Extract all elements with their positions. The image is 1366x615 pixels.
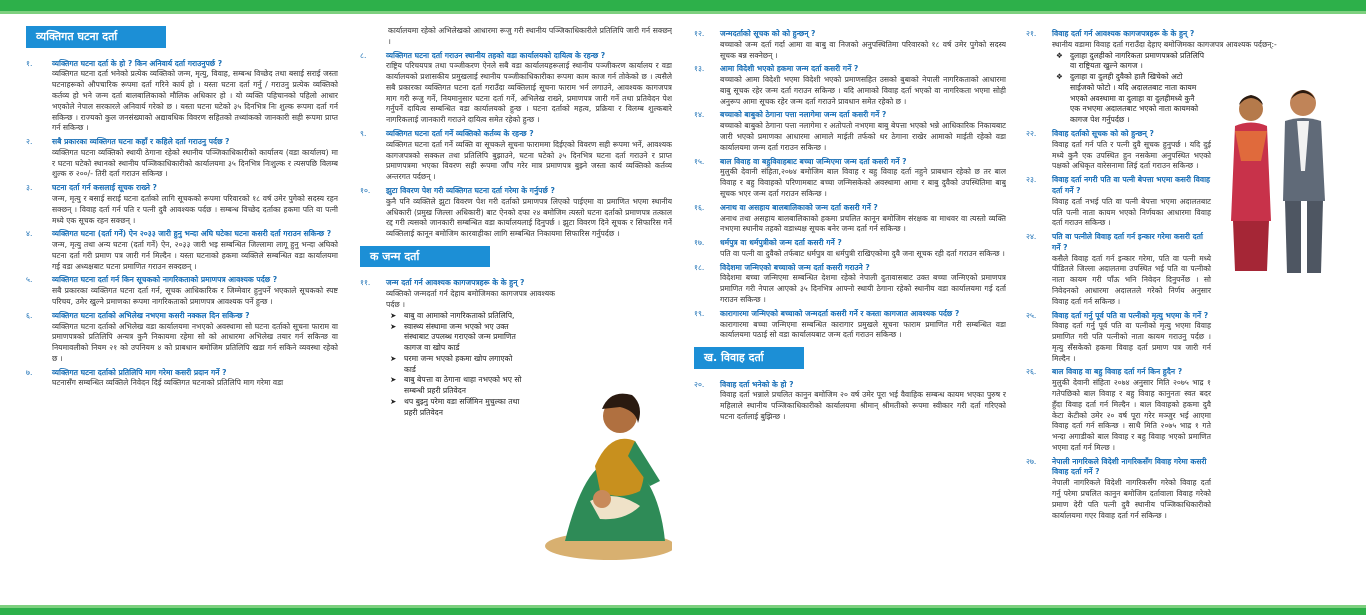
answer-text: कुनै पनि व्यक्तिले झुटा विवरण पेश गरी दर्ताको प्रमाणपत्र लिएको पाईएमा वा प्रमाणित भएमा स्थानीय अधिकारी (प्रमुख जिल्ला अधिकारी) बाट ऐनको दफा २४ बमोजिम त्यस्तो घटना दर्ताको प्रमाणपत्र तत्काल रद्द गरी त्यसको जानकारी सम्बन्धित वडा कार्यालयलाई दिनुपर्छ । झुटा विवरण दिने सूचक र सिफारिस गर्ने व्यक्तिलाई कानून बमोजिम कारवाहीका लागि सम्बन्धित निकायमा सिफारिस गर्नुपर्दछ । <box>386 196 672 239</box>
bullet-item <box>390 354 525 376</box>
faq-list <box>26 59 338 390</box>
faq-question <box>694 64 1006 75</box>
bullet-icon: ➤ <box>390 310 397 320</box>
question-number: २२. <box>1026 129 1037 139</box>
faq-question <box>26 59 338 70</box>
answer-text: पति वा पत्नी वा दुवैको तर्फबाट धर्मपुत्र वा धर्मपुत्री राखिएकोमा दुवै जना सूचक रही दर्ता गराउन सकिन्छ । <box>720 248 1005 258</box>
question-number: ३. <box>26 183 33 193</box>
question-text: बाल विवाह वा बहु विवाह दर्ता गर्न किन हुदैन ? <box>1052 367 1183 377</box>
question-number: १२. <box>694 29 705 38</box>
faq-question <box>1026 311 1211 322</box>
answer-text: मुलुकी देवानी संहिता,२०७४ बमोजिम बाल विवाह र बहु विवाह दर्ता नहुने प्राबधान रहेको छ तर बाल विवाह र बहु विवाहको परिणामबाट बच्चा जन्मिसकेको अवस्थामा आमा र बाबु दुवैको उपस्थितिमा बाबु सूचक भएर जन्म दर्ता गराउन सकिन्छ । <box>720 167 1006 198</box>
answer-text: अनाथ तथा असहाय बालबालिकाको हकमा प्रचलित कानून बमोजिम संरक्षक वा माथवर वा त्यस्तो व्यक्ति नभएमा स्थानीय तहको वडाध्यक्ष सूचक बनेर जन्म दर्ता गर्न सकिन्छ । <box>720 213 1006 234</box>
bullet-item <box>390 311 525 322</box>
faq-question <box>694 29 1006 40</box>
answer-text: सबै प्रकारका व्यक्तिगत घटना दर्ता गर्न, सूचक आधिकारिक र जिम्मेवार हुनुपर्ने भएकाले सूचकको स्पष्ट परिचय, उमेर खुल्ने प्रमाणका रूपमा नागरिकताको प्रमाणपत्र आवश्यक पर्ने हुन्छ । <box>52 286 338 307</box>
question-number: २७. <box>1026 456 1037 466</box>
question-text: व्यक्तिगत घटना दर्ता गर्न किन सूचकको नागरिकताको प्रमाणपत्र आवश्यक पर्दछ ? <box>52 275 278 285</box>
answer-text: राष्ट्रिय परिचयपत्र तथा पञ्जीकरण ऐनले सबै वडा कार्यालयहरूलाई स्थानीय पञ्जीकरण कार्यालय र वडा कार्यालयको प्रशासकीय प्रमुखलाई स्थानीय पञ्जीकाधिकारीका रूपमा काम काज गर्न तोकेको छ । त्यसैले सबै प्रकारका व्यक्तिगत घटना दर्ता गराउँदा व्यक्तिलाई सूचना फाराम भर्न लगाउने, आवश्यक कागजपत्र माग गरी रूजु गर्ने, नियमानुसार घटना दर्ता गर्ने, अभिलेख राख्ने, प्रमाणपत्र जारी गर्ने तथा प्रतिवेदन पेश गर्नुपर्ने दायित्व सम्बन्धित वडा कार्यालयको हुन्छ । घटना दर्ताको महत्व, प्रक्रिया र विलम्ब शुल्कबारे नागरिकलाई जानकारी गराउने दायित्व समेत रहेको हुन्छ । <box>386 61 672 125</box>
bullet-icon: ➤ <box>390 397 397 407</box>
answer-text: विदेशमा बच्चा जन्मिएमा सम्बन्धित देशमा रहेको नेपाली दुतावासबाट उक्त बच्चा जन्मिएको प्रमाणपत्र प्रमाणित गरी नेपाल आएको ३५ दिनभित्र आफ्नो स्थायी ठेगाना रहेको स्थानीय वडा कार्यालयमा गई दर्ता गराउन सकिन्छ । <box>720 273 1006 304</box>
question-text: घटना दर्ता गर्न कसलाई सूचक राख्ने ? <box>52 183 157 193</box>
question-number: २३. <box>1026 175 1037 185</box>
faq-question <box>1026 129 1211 140</box>
question-text: विवाह दर्ता गर्नु पूर्व पति वा पत्नीको मृत्यु भएमा के गर्ने ? <box>1052 310 1209 320</box>
question-number: १३. <box>694 64 705 74</box>
answer-text: जन्म, मृत्यु तथा अन्य घटना (दर्ता गर्ने) ऐन, २०३३ जारी भइ सम्बन्धित जिल्लामा लागू हुनु भन्दा अघिको घटना दर्ता गरी प्रमाण पत्र जारी गर्न मिल्दैन । यस्ता घटनाको हकमा व्यक्तिले सम्बन्धित वडा कार्यालयमा गई वडा अध्यक्षबाट घटना प्रमाणित गराउन सक्दछन् । <box>52 240 338 271</box>
mother-child-illustration <box>540 371 672 561</box>
faq-list <box>694 29 1006 341</box>
question-text: धर्मपुत्र वा धर्मपुत्रीको जन्म दर्ता कसरी गर्ने ? <box>720 238 842 248</box>
column-1 <box>26 26 338 601</box>
section-heading-birth: क जन्म दर्ता <box>360 246 490 268</box>
bullet-text: थप बुझ्नु परेमा वडा सर्जिमिन मुचुल्का तथा प्रहरी प्रतिवेदन <box>404 397 520 417</box>
question-number: ८. <box>360 50 367 60</box>
question-text: विवाह दर्ताको सूचक को को हुन्छन् ? <box>1052 129 1154 139</box>
bullet-icon: ❖ <box>1056 72 1063 82</box>
question-text: सबै प्रकारका व्यक्तिगत घटना कहाँ र कहिले दर्ता गराउनु पर्दछ ? <box>52 137 230 147</box>
bullet-text: घरमा जन्म भएको हकमा खोप लगाएको कार्ड <box>404 353 513 374</box>
bullet-icon: ➤ <box>390 321 397 331</box>
question-number: ५. <box>26 275 33 285</box>
document-bullet-list <box>1026 51 1206 126</box>
bullet-text: दुलाहा दुलहीको नागरिकता प्रमाणपत्रको प्रतिलिपि वा राष्ट्रियता खुल्ने कागज । <box>1070 50 1205 71</box>
question-number: ११. <box>360 278 371 288</box>
question-text: विवाह दर्ता भनेको के हो ? <box>720 379 794 389</box>
question-number: २१. <box>1026 29 1037 38</box>
bullet-icon: ➤ <box>390 353 397 363</box>
question-21 <box>1026 29 1344 40</box>
bullet-item <box>390 397 525 419</box>
question-text: विदेशमा जन्मिएको बच्चाको जन्म दर्ता कसरी गराउने ? <box>720 262 870 272</box>
answer-text: स्थानीय वडामा विवाह दर्ता गराउँदा देहाए बमोजिमका कागजपत्र आवश्यक पर्दछन्:- <box>1052 39 1277 49</box>
answer-text: व्यक्तिको जन्मदर्ता गर्न देहाय बमोजिमका कागजपत्र आवश्यक पर्दछ । <box>386 289 555 310</box>
question-number: १६. <box>694 202 705 212</box>
faq-question <box>694 309 1006 320</box>
column-2 <box>360 26 672 601</box>
faq-question <box>1026 367 1211 378</box>
bullet-item <box>390 375 525 397</box>
question-text: व्यक्तिगत घटना दर्ताको अभिलेख नभएमा कसरी नक्कल दिन सकिन्छ ? <box>52 310 250 320</box>
question-number: २०. <box>694 379 705 389</box>
question-number: २४. <box>1026 232 1037 242</box>
answer-text: विवाह दर्ता गर्न पति र पत्नी दुवै सूचक हुनुपर्छ । यदि दुई मध्ये कुनै एक उपस्थित हुन नसकेमा अनुपस्थित भएको पक्षको अधिकृत वारेसनामा लिई दर्ता गराउन सकिन्छ । <box>1052 139 1211 171</box>
question-text: जन्म दर्ता गर्न आवश्यक कागजपत्रहरू के के हुन् ? <box>386 278 525 288</box>
question-number: ७. <box>26 367 33 377</box>
faq-question <box>360 129 672 140</box>
question-text: अनाथ वा असहाय बालबालिकाको जन्म दर्ता कसरी गर्ने ? <box>720 202 878 212</box>
question-number: ४. <box>26 229 33 239</box>
faq-question <box>26 229 338 240</box>
bullet-icon: ➤ <box>390 375 397 385</box>
question-text: झुटा विवरण पेश गरी व्यक्तिगत घटना दर्ता गरेमा के गर्नुपर्छ ? <box>386 185 555 195</box>
faq-question <box>26 183 338 194</box>
faq-question <box>26 137 338 148</box>
answer-text: घटनासँग सम्बन्धित व्यक्तिले निवेदन दिई व्यक्तिगत घटनाको प्रतिलिपि माग गरेमा वडा <box>52 378 284 388</box>
answer-text: व्यक्तिगत घटना दर्ताको अभिलेख वडा कार्यालयमा नभएको अवस्थामा सो घटना दर्ताको सूचना फाराम वा प्रमाणपत्रको प्रतिलिपि अन्यत्र कुनै निकायमा रहेमा सो को आधारमा अभिलेख तयार गर्न सकिन्छ वा नियमावलीको नियम २१ को उपनियम ४ को प्राबधान बमोजिम प्रतिलिपि खडा गर्न सकिने व्यवस्था रहेको छ । <box>52 321 338 363</box>
column-4 <box>1026 26 1344 601</box>
question-11 <box>360 278 672 289</box>
bullet-text: स्वास्थ्य संस्थामा जन्म भएको भए उक्त संस्थाबाट उपलब्ध गराएको जन्म प्रमाणित कागज वा खोप कार्ड <box>404 321 516 353</box>
answer-text: कसैले विवाह दर्ता गर्न इन्कार गरेमा, पति वा पत्नी मध्ये पीडितले जिल्ला अदालतमा उपस्थित भई पति वा पत्नीको नाता कायम गरी पाँऊ भनि निवेदन दिनुपर्नेछ । सो निवेदनको आधारमा अदालतले गरेको निर्णय अनुसार विवाह दर्ता गर्न सकिन्छ । <box>1052 253 1211 306</box>
answer-text: कारागारमा बच्चा जन्मिएमा सम्बन्धित कारागार प्रमुखले सूचना फाराम प्रमाणित गरी सम्बन्धित वडा कार्यालयमा पठाई सो वडा कार्यालयबाट जन्म दर्ता गराउन सकिन्छ । <box>720 319 1006 340</box>
answer-text: जन्म, मृत्यु र बसाई सराई घटना दर्ताको लागि सूचकको रूपमा परिवारको १८ वर्ष उमेर पुगेको सदस्य रहन सक्छन् । विवाह दर्ता गर्न पति र पत्नी दुवै आवश्यक पर्दछ । सम्बन्ध विच्छेद दर्ताका हकमा पति वा पत्नी मध्ये एक सूचक रहन सक्छन् । <box>52 193 338 225</box>
faq-question <box>1026 175 1211 197</box>
bullet-text: बाबु वा आमाको नागरिकताको प्रतिलिपि, <box>404 310 515 320</box>
faq-question <box>1026 232 1211 254</box>
question-text: कारागारमा जन्मिएको बच्चाको जन्मदर्ता कसरी गर्ने र कस्ता कागजात आवश्यक पर्दछ ? <box>720 308 960 318</box>
faq-question <box>360 186 672 197</box>
faq-question <box>360 51 672 62</box>
question-number: १५. <box>694 156 705 166</box>
question-text: विवाह दर्ता गर्न आवश्यक कागजपत्रहरू के के हुन् ? <box>1052 29 1195 38</box>
question-text: व्यक्तिगत घटना दर्ता गराउन स्थानीय तहको वडा कार्यालयको दायित्व के रहन्छ ? <box>386 50 606 60</box>
question-text: नेपाली नागरिकले विदेशी नागरिकसँग विवाह गरेमा कसरी विवाह दर्ता गर्ने ? <box>1052 456 1207 477</box>
question-number: २५. <box>1026 310 1037 320</box>
continued-answer: कार्यालयमा रहेको अभिलेखको आधारमा रूजु गरी स्थानीय पञ्जिकाधिकारीले प्रतिलिपि जारी गर्न सक्छन् । <box>388 26 672 46</box>
answer-text: नेपाली नागरिकले विदेशी नागरिकसँग गरेको विवाह दर्ता गर्नु परेमा प्रचलित कानुन बमोजिम दर्तावाला विवाह गरेको प्रमाण देरी पति पत्नी दुवै स्थानीय पञ्जिकाधिकारीको कार्यालयमा गएर विवाह दर्ता गर्न सकिन्छ । <box>1052 478 1211 520</box>
faq-list <box>1026 129 1211 521</box>
faq-question <box>694 203 1006 214</box>
section-heading-personal-events: व्यक्तिगत घटना दर्ता <box>26 26 166 48</box>
faq-question <box>694 157 1006 168</box>
bullet-item <box>1056 51 1206 73</box>
question-number: १. <box>26 58 33 68</box>
question-number: १९. <box>694 308 705 318</box>
faq-list <box>360 51 672 240</box>
question-text: विवाह दर्ता नगरी पति वा पत्नी बेपत्ता भएमा कसरी विवाह दर्ता गर्ने ? <box>1052 175 1211 195</box>
answer-text: व्यक्तिगत घटना दर्ता भनेको प्रत्येक व्यक्तिको जन्म, मृत्यु, विवाह, सम्बन्ध विच्छेद तथा बसाई सराई जस्ता घटनाहरूको औपचारिक रूपमा दर्ता गरिने कार्य हो । यस्ता घटना दर्ता गर्नु / गराउनु प्रत्येक व्यक्तिको कर्तव्य हो भने जन्म दर्ता बालबालिकाको मौलिक अधिकार हो । यो व्यक्ति पहिचानको पहिलो आधार भएकोले नेपाल सरकारले अनिवार्य गरेको छ । यस्ता घटना घटेको ३५ दिनभित्र निः शुल्क रूपमा दर्ता गर्न सकिन्छ । राज्यको कुल जनसंख्याको अद्यावधिक विवरण सहितको तथ्यांकको जानकारी सही रूपमा प्राप्त गर्न सकिन्छ । <box>52 69 338 133</box>
question-text: व्यक्तिगत घटना दर्ता गर्ने व्यक्तिको कर्तव्य के रहन्छ ? <box>386 129 534 139</box>
answer-text: व्यक्तिगत घटना व्यक्तिको स्थायी ठेगाना रहेको स्थानीय पञ्जिकाधिकारीको कार्यालय (वडा कार्यालय) मा र घटना घटेको स्थानको स्थानीय पञ्जिकाधिकारीको कार्यालयमा ३५ दिनभित्र निःशुल्क र त्यसपछि विलम्ब शुल्क रु २००/- तिरी दर्ता गराउन सकिन्छ । <box>52 147 338 179</box>
faq-question <box>694 238 1006 249</box>
answer-text: विवाह दर्ता नभई पति वा पत्नी बेपत्ता भएमा अदालतबाट पति पत्नी नाता कायम भएको निर्णयका आधारमा विवाह दर्ता गराउन सकिन्छ । <box>1052 196 1211 228</box>
question-text: आमा विदेशी भएको हकमा जन्म दर्ता कसरी गर्ने ? <box>720 64 859 74</box>
answer-text: विवाह दर्ता भन्नाले प्रचलित कानुन बमोजिम २० वर्ष उमेर पूरा भई वैवाहिक सम्बन्ध कायम भएका पुरुष र महिलाले स्थानीय पञ्जिकाधिकारीको कार्यालयमा श्रीमान् श्रीमतीको रूपमा स्वीकार गरी दर्ता गरिएको घटना दर्तालाई बुझिन्छ । <box>720 390 1006 422</box>
answer-text: बच्चाको जन्म दर्ता गर्दा आमा वा बाबु वा निजको अनुपस्थितिमा परिवारको १८ वर्ष उमेर पुगेको सदस्य सूचक बन्न सक्नेछन् । <box>720 39 1006 60</box>
answer-text: मुलुकी देवानी संहिता २०७४ अनुसार मिति २०७५ भाद्र १ गतेपछिको बाल विवाह र बहु विवाह कानुनतः स्वत बदर हुँदा विवाह दर्ता गर्न मिल्दैन । बाल विवाहको हकमा दुवै केटा केटीको उमेर २० वर्ष पूरा गरेर मञ्जुर भई आएमा विवाह दर्ता गर्न सकिन्छ । साथै मिति २०७५ भाद्र १ गते भन्दा अगाडीको बाल विवाह र बहु विवाह भएको प्रमाणित भएमा दर्ता गर्न मिल्छ । <box>1052 378 1211 452</box>
answer-text: व्यक्तिगत घटना दर्ता गर्ने व्यक्ति वा सूचकले सूचना फाराममा दिईएको विवरण सही रूपमा भर्ने, आवश्यक कागजपत्रको सक्कल तथा प्रतिलिपि बुझाउने, घटना घटेको ३५ दिनभित्र घटना दर्ता गराउने र प्राप्त प्रमाणपत्रमा भएका विवरण सही रूपमा जाँच गरेर मात्र प्रमाणपत्र बुझ्ने जस्ता कार्य व्यक्तिको कर्तव्य अन्तरगत पर्दछन् । <box>386 139 672 182</box>
question-text: व्यक्तिगत घटना (दर्ता गर्ने) ऐन २०३३ जारी हुनु भन्दा अघि घटेका घटना कसरी दर्ता गराउन सकिन्छ ? <box>52 229 332 239</box>
faq-question <box>26 368 338 379</box>
question-number: ६. <box>26 310 33 320</box>
question-text: जन्मदर्ताको सूचक को को हुन्छन् ? <box>720 29 816 38</box>
faq-question <box>694 263 1006 274</box>
question-number: २६. <box>1026 367 1037 377</box>
bullet-text: बाबु बेपत्ता वा ठेगाना थाहा नभएको भए सो सम्बन्धी प्रहरी प्रतिवेदन <box>404 375 522 396</box>
column-3 <box>694 26 1006 601</box>
faq-question <box>26 311 338 322</box>
faq-question <box>694 110 1006 121</box>
question-number: ९. <box>360 129 367 139</box>
bullet-icon: ❖ <box>1056 50 1063 60</box>
question-number: २. <box>26 137 33 147</box>
answer-text: बच्चाको आमा विदेशी भएमा विदेशी भएको प्रमाणसहित उसको बुबाको नेपाली नागरिकताको आधारमा बाबु सूचक रहेर जन्म दर्ता गराउन सकिन्छ । यदि आमाको विवाह दर्ता भएको वा नागरिकता भएमा सोही अनुरूप आमा सूचक रहेर जन्म दर्ता गराउने प्रावधान समेत रहेको छ । <box>720 75 1006 106</box>
question-number: १८. <box>694 262 705 272</box>
bottom-green-band <box>0 605 1366 615</box>
bullet-text: दुलाहा वा दुलही दुवैको हालै खिचेको अटो साईजको फोटो । यदि अदालतबाट नाता कायम भएको अवस्थामा वा दुलाहा वा दुलहीमध्ये कुनै एक नभएमा अदालतबाट भएको नाता कायमको कागज पेश गर्नुपर्दछ । <box>1070 72 1199 125</box>
faq-question <box>26 275 338 286</box>
question-text: बच्चाको बाबुको ठेगाना पत्ता नलागेमा जन्म दर्ता कसरी गर्ने ? <box>720 110 887 120</box>
question-text: व्यक्तिगत घटना दर्ताको प्रतिलिपि माग गरेमा कसरी प्रदान गर्ने ? <box>52 367 227 377</box>
question-text: बाल विवाह वा बहुविवाहबाट बच्चा जन्मिएमा जन्म दर्ता कसरी गर्ने ? <box>720 156 907 166</box>
answer-text: बच्चाको बाबुको ठेगाना पत्ता नलागेमा र अतोपतो नभएमा बाबु बेपत्ता भएको भन्ने आधिकारिक निकायबाट जारी भएको प्रमाणका आधारमा आमाले माईती तर्फको थर ठेगाना राखेर आमाको माईती रहेको वडा कार्यालयमा जन्म दर्ता गराउन सकिन्छ । <box>720 121 1006 152</box>
question-text: पति वा पत्नीले विवाह दर्ता गर्न इन्कार गरेमा कसरी दर्ता गर्ने ? <box>1052 232 1203 252</box>
top-green-band <box>0 0 1366 14</box>
answer-text: विवाह दर्ता गर्नु पूर्व पति वा पत्नीको मृत्यु भएमा विवाह प्रमाणित गरी पति पत्नीको नाता कायम गराउनु पर्दछ । मृत्यु सँसकेको हकमा विवाह दर्ता प्रमाण पत्र जारी गर्न मिल्दैन । <box>1052 321 1211 363</box>
question-number: १४. <box>694 110 705 120</box>
question-text: व्यक्तिगत घटना दर्ता के हो ? किन अनिवार्य दर्ता गराउनुपर्छ ? <box>52 58 223 68</box>
faq-question <box>1026 457 1211 479</box>
bullet-item <box>1056 72 1206 126</box>
question-20 <box>694 380 1006 391</box>
question-number: १७. <box>694 238 705 248</box>
question-number: १०. <box>360 185 371 195</box>
section-heading-marriage: ख. विवाह दर्ता <box>694 347 804 369</box>
document-bullet-list <box>360 311 525 419</box>
couple-illustration <box>1221 81 1341 281</box>
bullet-item <box>390 322 525 354</box>
